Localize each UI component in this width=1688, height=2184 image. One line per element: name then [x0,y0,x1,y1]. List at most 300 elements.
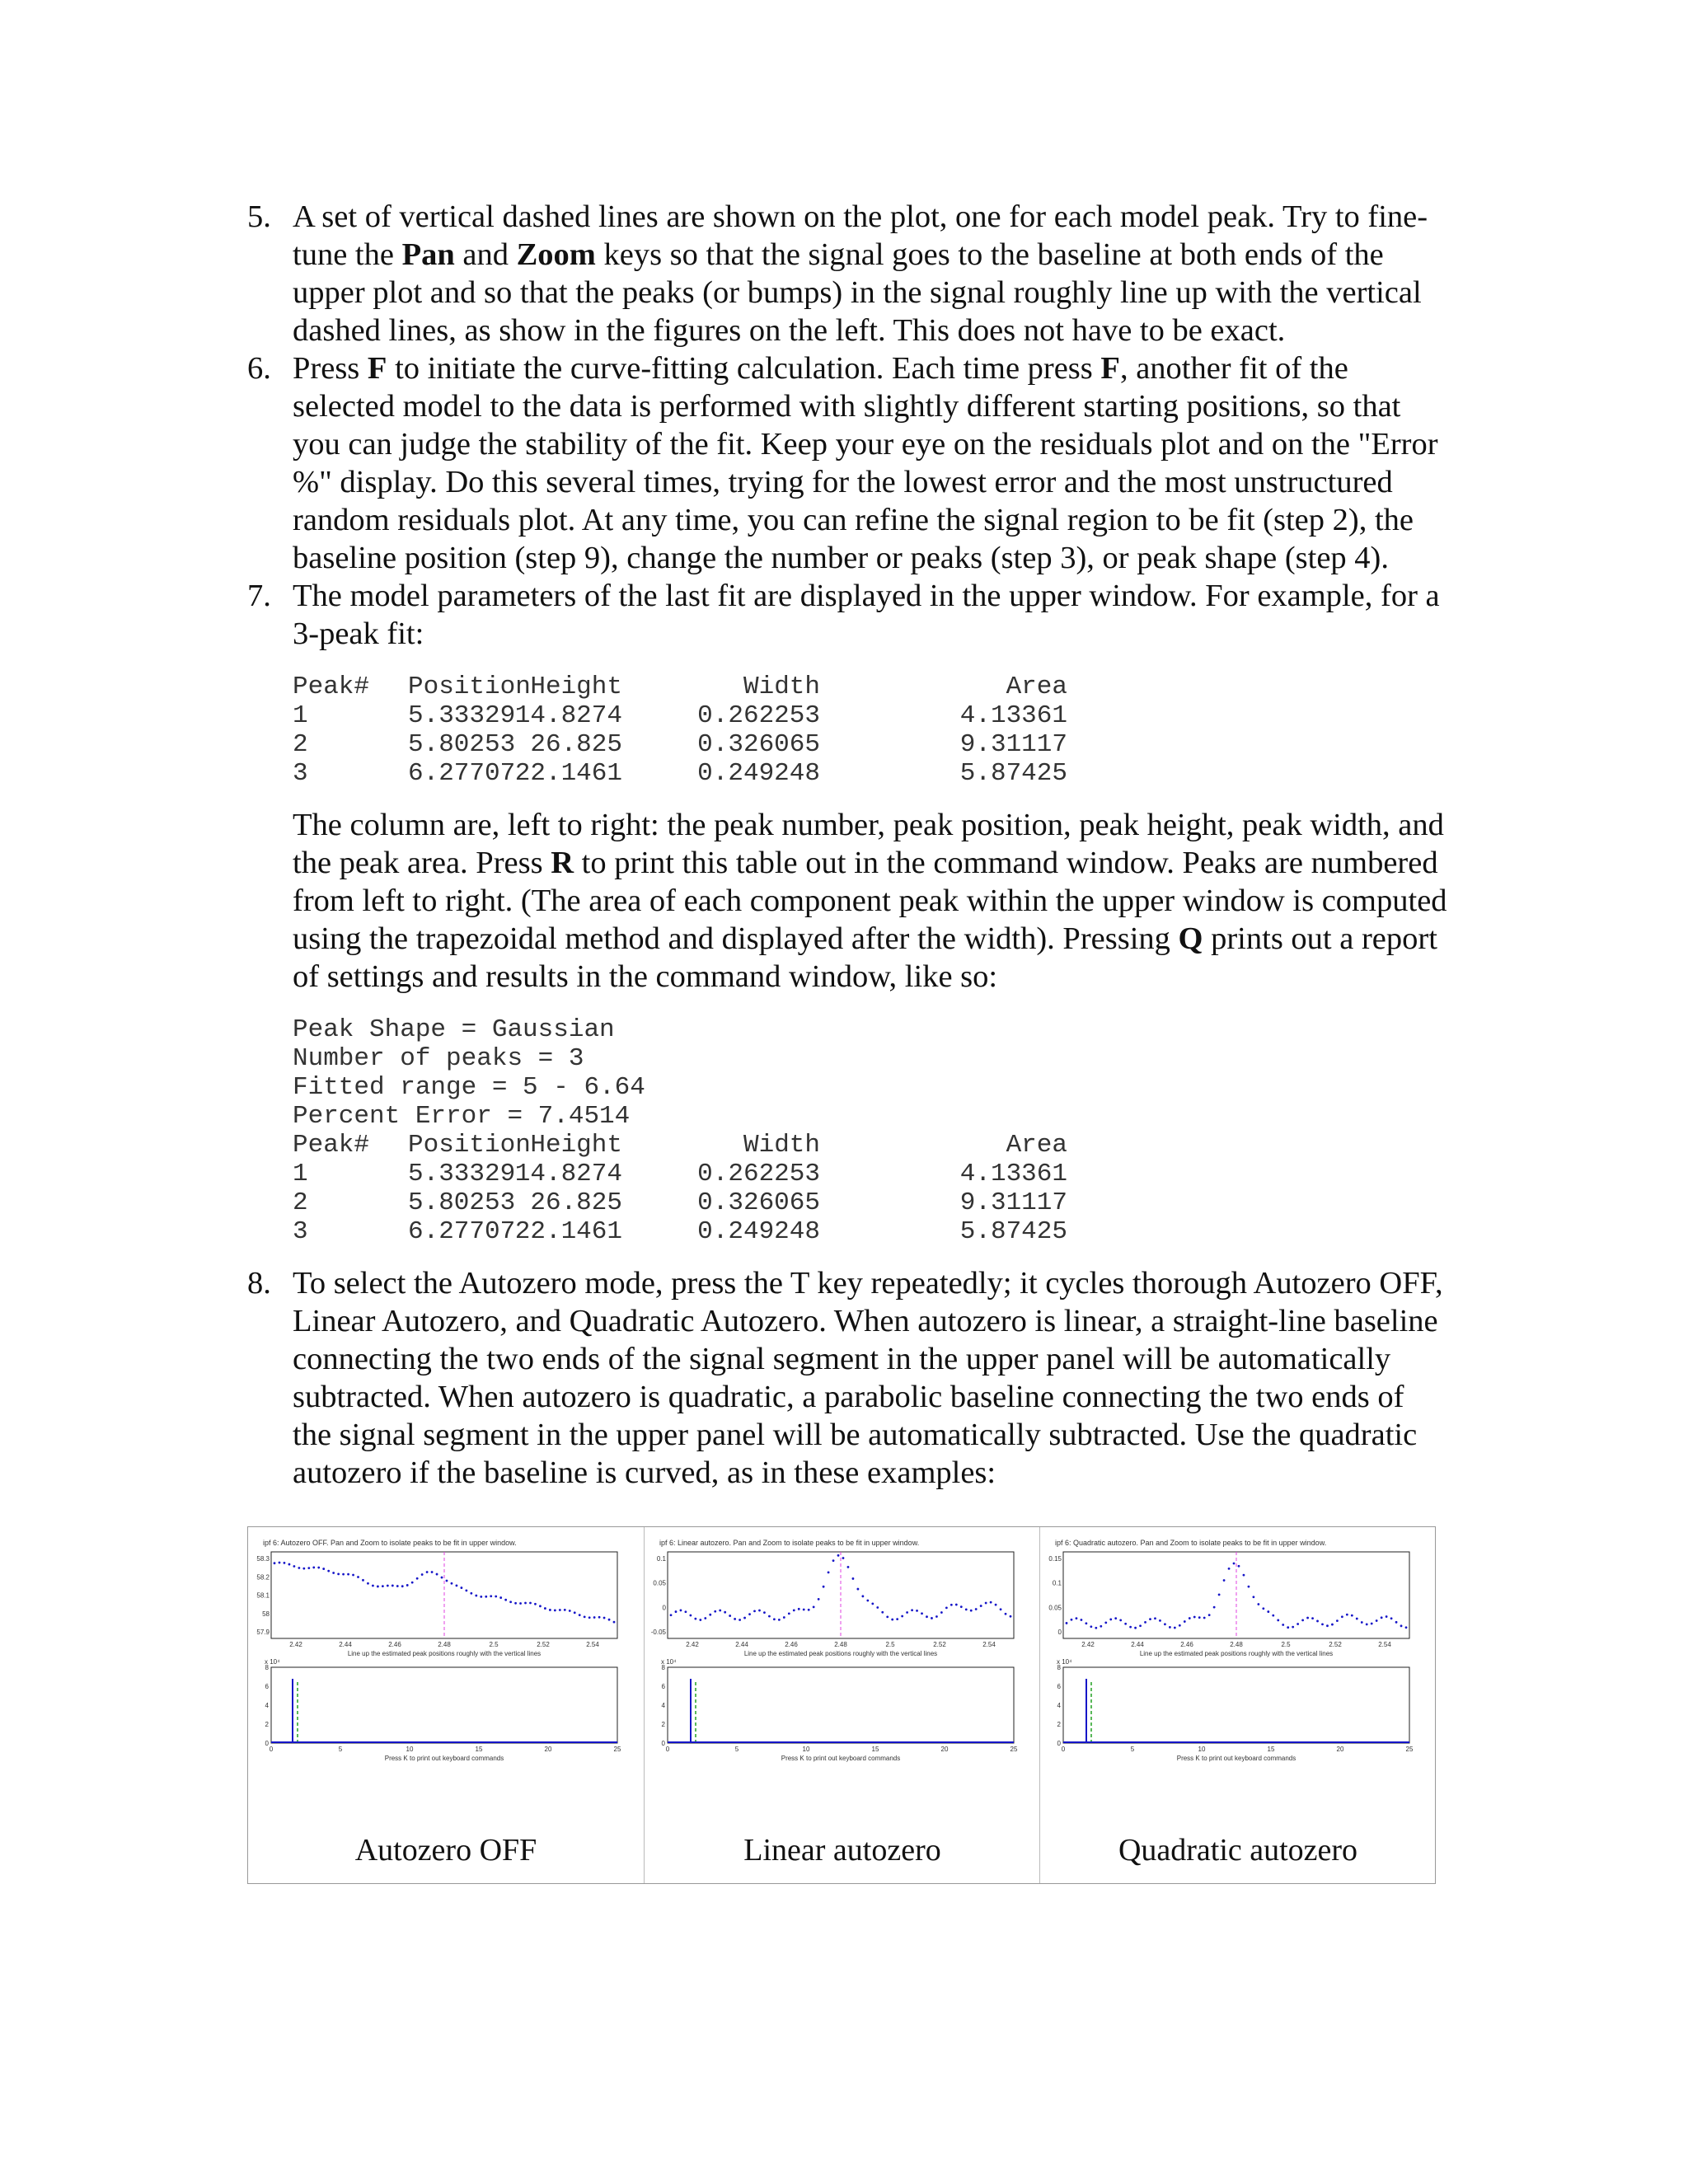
list-number: 8. [247,1266,271,1301]
signal-point [1366,1624,1368,1626]
signal-point [554,1610,556,1612]
signal-point [392,1585,394,1587]
signal-point [519,1602,522,1605]
signal-point [709,1614,711,1616]
signal-point [1174,1627,1176,1629]
y-tick-label: -0.05 [650,1629,666,1636]
table-cell: 5.33329 [408,701,516,730]
caption: Quadratic autozero [1118,1833,1358,1868]
signal-point [1248,1586,1250,1588]
signal-point [284,1562,286,1564]
signal-point [1252,1596,1254,1598]
signal-point [1109,1619,1112,1621]
signal-point [1282,1624,1284,1626]
y-tick-label: 6 [265,1683,269,1690]
table-cell: Height [530,1131,622,1160]
signal-point [470,1592,472,1595]
signal-point [778,1619,781,1621]
signal-point [748,1613,751,1615]
table-cell: Width [743,1131,820,1160]
signal-point [352,1574,354,1577]
table-cell: 1 [293,1160,308,1188]
signal-point [1233,1563,1236,1565]
table-cell: 2 [293,730,308,759]
signal-point [1076,1617,1078,1619]
signal-point [1154,1617,1156,1619]
signal-point [1119,1619,1122,1621]
signal-point [534,1603,537,1605]
x-tick-label: 25 [613,1746,621,1753]
signal-point [1179,1624,1181,1627]
table-cell: Height [530,673,622,701]
signal-point [1184,1620,1186,1623]
y-tick-label: 4 [661,1702,665,1709]
signal-point [866,1600,869,1602]
bold-key: F [1100,351,1120,386]
signal-point [926,1615,928,1618]
table-cell: 0.249248 [697,759,820,788]
signal-point [753,1610,756,1613]
table-cell: 0.249248 [697,1217,820,1246]
signal-point [980,1605,982,1607]
item-7-explanation [293,806,1451,996]
signal-point [446,1580,448,1582]
y-tick-label: 0 [661,1740,665,1747]
signal-point [1390,1617,1393,1619]
signal-point [357,1576,359,1578]
signal-point [342,1573,345,1576]
signal-point [569,1610,571,1612]
signal-point [1129,1626,1132,1629]
panel-autozero-off [248,1527,644,1883]
table-cell: 3 [293,759,308,788]
signal-point [818,1598,820,1601]
signal-point [524,1602,527,1605]
panel-quadratic-autozero [1039,1527,1436,1883]
signal-point [288,1563,291,1566]
text-run: The model parameters of the last fit are displayed in the upper window. For example, for a 3-peak fit: [293,579,1440,651]
signal-point [372,1585,374,1587]
signal-point [485,1596,487,1598]
signal-point [1223,1579,1226,1582]
signal-point [1381,1616,1383,1619]
signal-point [549,1609,551,1611]
signal-point [1292,1626,1294,1629]
text-run: keys so that the signal goes to the baseline at both ends of the upper plot and so that the peaks (or bumps) in the signal roughly line up with the vertical dashed lines, as show in the figures on the left. This does not have to be exact. [293,237,1422,348]
signal-point [793,1609,795,1611]
y-tick-label: 8 [1057,1664,1061,1671]
signal-point [960,1605,963,1608]
signal-point [396,1585,399,1587]
signal-point [871,1602,874,1605]
peak-parameter-table [293,673,1451,788]
signal-point [950,1604,953,1606]
window-title: ipf 6: Quadratic autozero. Pan and Zoom to isolate peaks to be fit in upper window. [1055,1539,1327,1547]
signal-point [298,1567,300,1569]
x-tick-label: 0 [665,1746,670,1753]
ipf-screenshot-autozero-off [248,1527,644,1824]
lower-axes [668,1667,1014,1743]
table-cell: 5.87425 [959,1217,1067,1246]
text-run: and [454,237,517,272]
x-axis-label: Line up the estimated peak positions roughly with the vertical lines [1139,1650,1334,1657]
signal-point [808,1609,810,1611]
y-tick-label: 57.9 [256,1629,270,1636]
text-run: to print this table out in the command window. Peaks are numbered from left to right. (The area of each component peak within the upper window is computed using the trapezoidal method and displayed after the width). Pressing [293,846,1447,956]
signal-point [460,1586,462,1589]
bold-key: Q [1178,921,1203,956]
y-tick-label: 0.1 [1052,1579,1062,1587]
x-tick-label: 2.44 [735,1641,748,1648]
table-row [293,730,1451,759]
y-tick-label: 58.3 [256,1555,270,1563]
signal-point [1316,1620,1319,1623]
signal-point [337,1572,340,1575]
signal-point [1296,1623,1299,1625]
signal-point [406,1584,409,1586]
lower-axes [1063,1667,1409,1743]
y-tick-label: 8 [265,1664,269,1671]
y-tick-label: 2 [265,1721,269,1728]
signal-point [544,1607,546,1610]
y-tick-label: 0 [662,1604,666,1612]
signal-point [1311,1617,1314,1619]
table-cell: 22.1461 [514,759,622,788]
signal-point [451,1582,453,1585]
signal-point [1405,1626,1408,1629]
signal-point [1208,1614,1211,1616]
signal-point [1213,1606,1216,1609]
signal-point [367,1582,369,1585]
signal-point [955,1604,958,1606]
signal-point [1257,1603,1259,1605]
table-cell: 26.825 [530,1188,622,1217]
table-header-row [293,1131,1451,1160]
x-tick-label: 2.42 [1081,1641,1095,1648]
x-tick-label: 2.42 [686,1641,699,1648]
signal-point [729,1615,731,1617]
signal-point [1134,1627,1137,1629]
signal-point [995,1604,997,1606]
y-tick-label: 2 [661,1721,665,1728]
y-tick-label: 58 [262,1610,270,1618]
signal-point [724,1611,726,1614]
x-tick-label: 20 [940,1746,949,1753]
x-axis-label: Line up the estimated peak positions roughly with the vertical lines [743,1650,938,1657]
text-run: , another fit of the selected model to the data is performed with slightly different starting positions, so that you can judge the stability of the fit. Keep your eye on the residuals plot and on the "Error %" display. Do this several times, trying for the lowest error and the most unstructured random residuals plot. At any time, you can refine the signal region to be fit (step 2), the baseline position (step 9), change the number or peaks (step 3), or peak shape (step 4). [293,351,1438,575]
signal-point [579,1614,581,1616]
x-tick-label: 2.5 [1281,1641,1291,1648]
signal-point [1361,1621,1363,1624]
text-run: A set of vertical dashed lines are shown on the plot, one for each model peak. Try to fine-tune the [293,199,1428,272]
table-row [293,759,1451,788]
caption: Linear autozero [743,1833,941,1868]
y-tick-label: 58.2 [256,1573,270,1582]
signal-point [931,1617,933,1619]
signal-point [970,1610,973,1612]
x-tick-label: 15 [871,1746,879,1753]
signal-point [906,1611,908,1614]
signal-point [1336,1619,1339,1622]
y-tick-label: 0.1 [656,1555,666,1563]
x-tick-label: 2.44 [339,1641,352,1648]
x-tick-label: 0 [1061,1746,1066,1753]
y-tick-label: 4 [1057,1702,1061,1709]
signal-point [940,1611,943,1614]
signal-point [1356,1618,1358,1620]
signal-point [689,1615,692,1617]
table-cell: 5.33329 [408,1160,516,1188]
signal-point [1351,1615,1353,1617]
signal-point [856,1588,859,1591]
lower-scale-label: x 10⁴ [1057,1658,1072,1666]
x-tick-label: 2.48 [438,1641,451,1648]
table-cell: 6.27707 [408,1217,516,1246]
signal-point [1331,1624,1334,1626]
y-tick-label: 0.15 [1048,1555,1062,1563]
x-tick-label: 2.52 [537,1641,550,1648]
table-cell: Area [1006,673,1067,701]
signal-point [504,1599,507,1601]
report-line: Number of peaks = 3 [293,1044,584,1073]
signal-point [441,1577,443,1579]
signal-point [1203,1617,1206,1619]
x-tick-label: 2.48 [834,1641,847,1648]
signal-point [1400,1624,1403,1627]
table-cell: 9.31117 [959,730,1067,759]
table-cell: 5.80253 [408,730,516,759]
x-tick-label: 10 [406,1746,414,1753]
signal-point [876,1606,879,1609]
table-cell: Position [408,673,531,701]
signal-point [332,1572,335,1574]
bold-key: R [551,846,574,880]
item-7-continued [247,806,1451,996]
signal-point [985,1602,987,1605]
signal-point [1262,1607,1264,1610]
signal-point [783,1616,785,1619]
signal-point [911,1609,913,1611]
signal-point [495,1596,497,1598]
signal-point [1193,1616,1196,1619]
table-cell: 0.262253 [697,1160,820,1188]
x-tick-label: 2.44 [1131,1641,1144,1648]
signal-point [1218,1594,1221,1596]
signal-point [704,1617,706,1619]
signal-point [456,1584,458,1586]
table-cell: Area [1006,1131,1067,1160]
signal-point [539,1605,542,1607]
signal-point [1104,1622,1107,1624]
signal-point [279,1562,281,1564]
x-tick-label: 2.54 [982,1641,996,1648]
signal-point [803,1609,805,1611]
signal-point [823,1586,825,1588]
signal-point [362,1579,364,1582]
signal-point [837,1554,840,1557]
x-tick-label: 2.5 [885,1641,895,1648]
x-tick-label: 2.54 [1378,1641,1391,1648]
signal-point [1321,1623,1324,1625]
signal-point [1341,1615,1343,1618]
signal-point [975,1608,978,1610]
signal-point [274,1562,276,1564]
signal-point [891,1619,893,1621]
y-tick-label: 6 [661,1683,665,1690]
signal-point [1169,1626,1171,1629]
bold-key: F [367,351,387,386]
window-title: ipf 6: Autozero OFF. Pan and Zoom to isolate peaks to be fit in upper window. [263,1539,517,1547]
table-cell: Peak# [293,673,370,701]
item-8-text: To select the Autozero mode, press the T key repeatedly; it cycles thorough Autozero OFF, Linear Autozero, and Quadratic Autozero. When autozero is linear, a straight-line baseline connecting the two ends of the signal segment in the upper panel will be automatically subtracted. When autozero is quadratic, a parabolic baseline connecting the two ends of the signal segment in the upper panel will be automatically subtracted. Use the quadratic autozero if the baseline is curved, as in these examples: [293,1266,1443,1490]
signal-point [1081,1619,1083,1621]
table-header-row [293,673,1451,701]
signal-point [813,1606,815,1609]
y-tick-label: 8 [661,1664,665,1671]
table-cell: 4.13361 [959,1160,1067,1188]
bold-key: Pan [401,237,455,272]
signal-point [377,1586,379,1588]
signal-point [1301,1619,1304,1621]
table-cell: Width [743,673,820,701]
y-tick-label: 0 [1057,1740,1061,1747]
table-cell: 5.87425 [959,759,1067,788]
signal-point [1149,1618,1151,1620]
signal-point [1238,1565,1240,1568]
signal-point [584,1615,586,1618]
signal-point [564,1609,566,1611]
window-title: ipf 6: Linear autozero. Pan and Zoom to isolate peaks to be fit in upper window. [659,1539,920,1547]
y-tick-label: 6 [1057,1683,1061,1690]
signal-point [387,1585,389,1587]
table-cell: 4.13361 [959,701,1067,730]
signal-point [431,1571,434,1573]
signal-point [832,1559,835,1562]
list-item-7 [247,577,1451,653]
list-item-8 [247,1264,1451,1492]
signal-point [1228,1568,1231,1570]
table-row [293,1160,1451,1188]
table-cell: 14.8274 [514,1160,622,1188]
signal-point [465,1589,467,1591]
signal-point [896,1618,898,1620]
signal-point [847,1566,850,1568]
table-cell: 6.27707 [408,759,516,788]
signal-point [935,1615,938,1618]
list-item-6 [247,349,1451,577]
signal-point [1095,1627,1097,1629]
signal-point [426,1571,429,1573]
x-tick-label: 2.42 [289,1641,302,1648]
signal-point [694,1618,696,1620]
item-7-text [293,577,1451,653]
y-tick-label: 0 [1057,1629,1062,1636]
signal-point [347,1573,349,1576]
table-cell: 22.1461 [514,1217,622,1246]
signal-point [603,1617,606,1619]
y-tick-label: 0 [265,1740,269,1747]
text-run: to initiate the curve-fitting calculation. Each time press [387,351,1101,386]
signal-point [1371,1623,1373,1625]
signal-point [1090,1625,1092,1628]
signal-point [475,1595,477,1597]
autozero-figure [247,1526,1436,1884]
x-tick-label: 10 [802,1746,810,1753]
table-cell: 0.326065 [697,1188,820,1217]
signal-point [965,1608,968,1610]
signal-point [1085,1622,1087,1624]
x-tick-label: 15 [1267,1746,1275,1753]
x-tick-label: 25 [1010,1746,1018,1753]
signal-point [916,1610,918,1612]
signal-point [401,1585,404,1587]
signal-point [901,1615,903,1618]
list-number: 5. [247,199,271,234]
table-cell: 2 [293,1188,308,1217]
panel-linear-autozero [644,1527,1040,1883]
x-tick-label: 2.46 [388,1641,401,1648]
y-tick-label: 0.05 [1048,1604,1062,1612]
signal-point [1189,1617,1191,1619]
table-cell: 14.8274 [514,701,622,730]
signal-point [1000,1608,1002,1610]
signal-point [788,1612,790,1615]
signal-point [1124,1623,1127,1625]
signal-point [1326,1624,1329,1627]
y-tick-label: 4 [265,1702,269,1709]
signal-point [421,1573,424,1576]
signal-point [842,1557,845,1559]
ipf-screenshot-quadratic-autozero [1040,1527,1436,1824]
signal-point [768,1615,771,1618]
signal-point [559,1609,561,1611]
signal-point [1267,1610,1269,1613]
table-cell: 0.262253 [697,701,820,730]
ipf-screenshot-linear-autozero [645,1527,1040,1824]
signal-point [921,1612,923,1615]
x-tick-label: 2.48 [1230,1641,1243,1648]
signal-point [302,1568,305,1570]
signal-point [588,1616,591,1619]
signal-point [317,1567,320,1569]
signal-point [1198,1616,1201,1619]
x-axis-label: Line up the estimated peak positions roughly with the vertical lines [347,1650,542,1657]
signal-point [852,1577,855,1580]
signal-point [670,1614,673,1616]
signal-point [1395,1621,1398,1624]
signal-point [886,1615,889,1618]
x-tick-label: 2.52 [933,1641,946,1648]
signal-point [322,1568,325,1570]
x-axis-label: Press K to print out keyboard commands [781,1755,901,1762]
x-tick-label: 5 [338,1746,343,1753]
signal-point [945,1606,948,1609]
table-row [293,701,1451,730]
signal-point [881,1611,884,1614]
text-run: Press [293,351,368,386]
x-axis-label: Press K to print out keyboard commands [1176,1755,1296,1762]
signal-point [699,1619,701,1621]
signal-point [773,1618,776,1620]
signal-point [608,1619,611,1621]
signal-point [1144,1621,1146,1624]
list-number: 7. [247,579,271,613]
x-tick-label: 2.46 [785,1641,798,1648]
signal-point [743,1617,746,1619]
document-body [247,198,1451,1492]
lower-scale-label: x 10⁴ [661,1658,677,1666]
signal-point [1010,1615,1012,1618]
